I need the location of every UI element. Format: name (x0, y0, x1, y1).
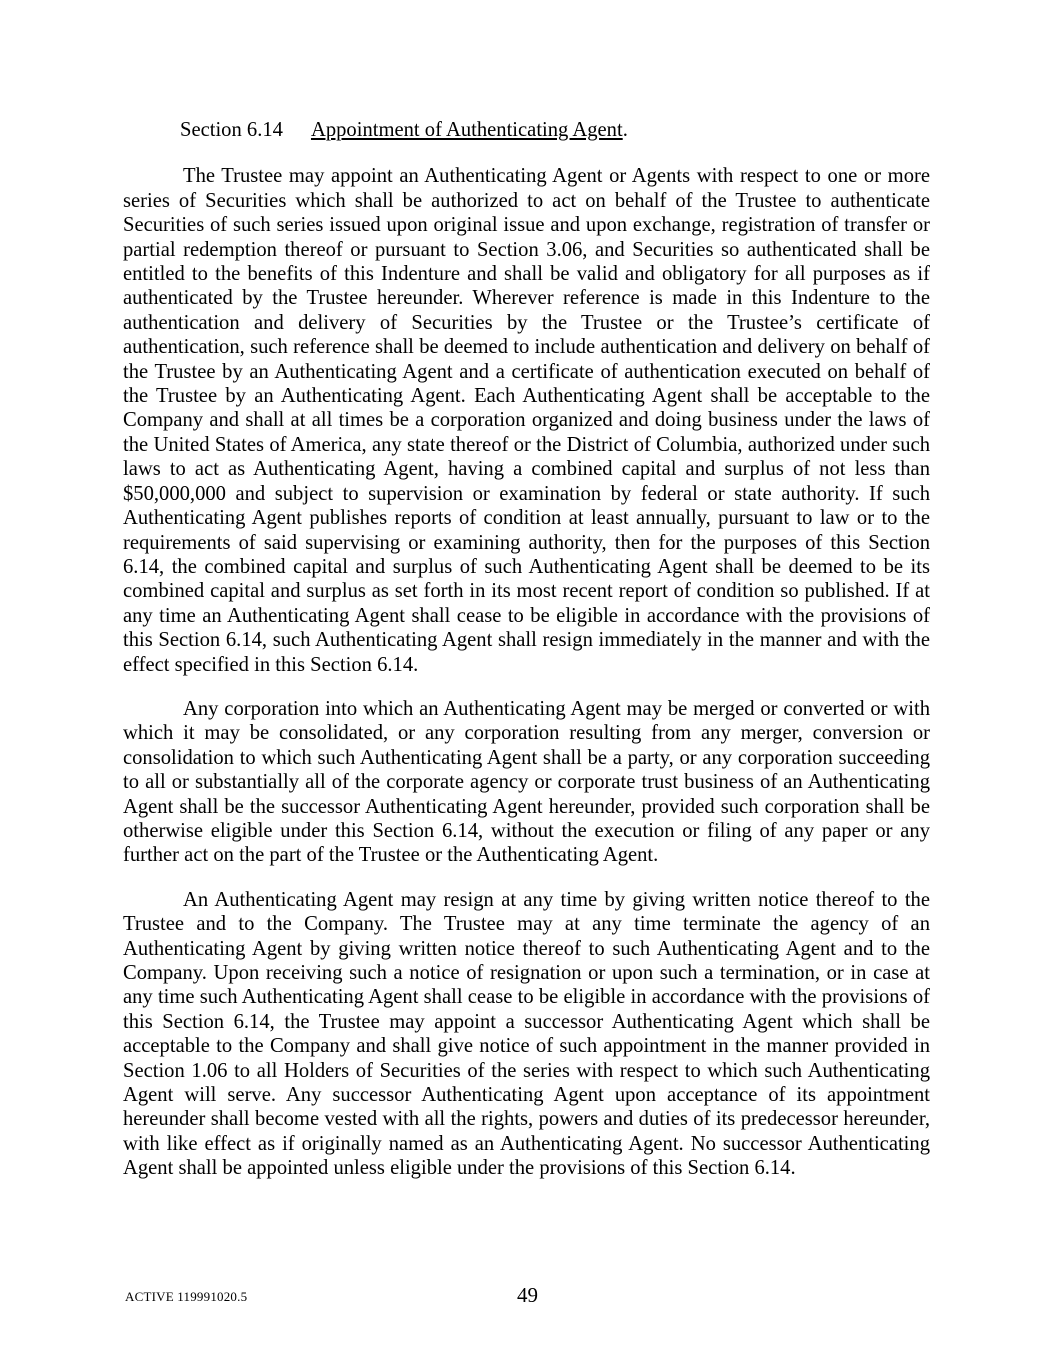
section-number: Section 6.14 (180, 119, 283, 141)
paragraph-merger-succession: Any corporation into which an Authenticating Agent may be merged or converted or with which it may be consolidated, or any corporation resulting from any merger, conversion or consolidation to which such Authenticating Agent shall be a party, or any corporation succeeding to all or substantially all of the corporate agency or corporate trust business of an Authenticating Agent shall be the successor Authenticating Agent hereunder, provided such corporation shall be otherwise eligible under this Section 6.14, without the execution or filing of any paper or any further act on the part of the Trustee or the Authenticating Agent. (123, 697, 930, 867)
document-body (123, 118, 930, 1181)
section-title: Appointment of Authenticating Agent (310, 119, 623, 141)
section-title-period: . (622, 119, 628, 141)
paragraph-resignation-termination: An Authenticating Agent may resign at any time by giving written notice thereof to the Trustee and to the Company. The Trustee may at any time terminate the agency of an Authenticating Agent by giving written notice thereof to such Authenticating Agent and to the Company. Upon receiving such a notice of resignation or upon such a termination, or in case at any time such Authenticating Agent shall cease to be eligible in accordance with the provisions of this Section 6.14, the Trustee may appoint a successor Authenticating Agent which shall be acceptable to the Company and shall give notice of such appointment in the manner provided in Section 1.06 to all Holders of Securities of the series with respect to which such Authenticating Agent will serve. Any successor Authenticating Agent upon acceptance of its appointment hereunder shall become vested with all the rights, powers and duties of its predecessor hereunder, with like effect as if originally named as an Authenticating Agent. No successor Authenticating Agent shall be appointed unless eligible under the provisions of this Section 6.14. (123, 888, 930, 1180)
page-number: 49 (517, 1283, 538, 1307)
document-id-footer: ACTIVE 119991020.5 (125, 1289, 248, 1304)
section-heading (180, 118, 930, 142)
paragraph-appointment: The Trustee may appoint an Authenticating Agent or Agents with respect to one or more series of Securities which shall be authorized to act on behalf of the Trustee to authenticate Securities of such series issued upon original issue and upon exchange, registration of transfer or partial redemption thereof or pursuant to Section 3.06, and Securities so authenticated shall be entitled to the benefits of this Indenture and shall be valid and obligatory for all purposes as if authenticated by the Trustee hereunder. Wherever reference is made in this Indenture to the authentication and delivery of Securities by the Trustee or the Trustee’s certificate of authentication, such reference shall be deemed to include authentication and delivery on behalf of the Trustee by an Authenticating Agent and a certificate of authentication executed on behalf of the Trustee by an Authenticating Agent. Each Authenticating Agent shall be acceptable to the Company and shall at all times be a corporation organized and doing business under the laws of the United States of America, any state thereof or the District of Columbia, authorized under such laws to act as Authenticating Agent, having a combined capital and surplus of not less than $50,000,000 and subject to supervision or examination by federal or state authority. If such Authenticating Agent publishes reports of condition at least annually, pursuant to law or to the requirements of said supervising or examining authority, then for the purposes of this Section 6.14, the combined capital and surplus of such Authenticating Agent shall be deemed to be its combined capital and surplus as set forth in its most recent report of condition so published. If at any time an Authenticating Agent shall cease to be eligible in accordance with the provisions of this Section 6.14, such Authenticating Agent shall resign immediately in the manner and with the effect specified in this Section 6.14. (123, 165, 930, 676)
